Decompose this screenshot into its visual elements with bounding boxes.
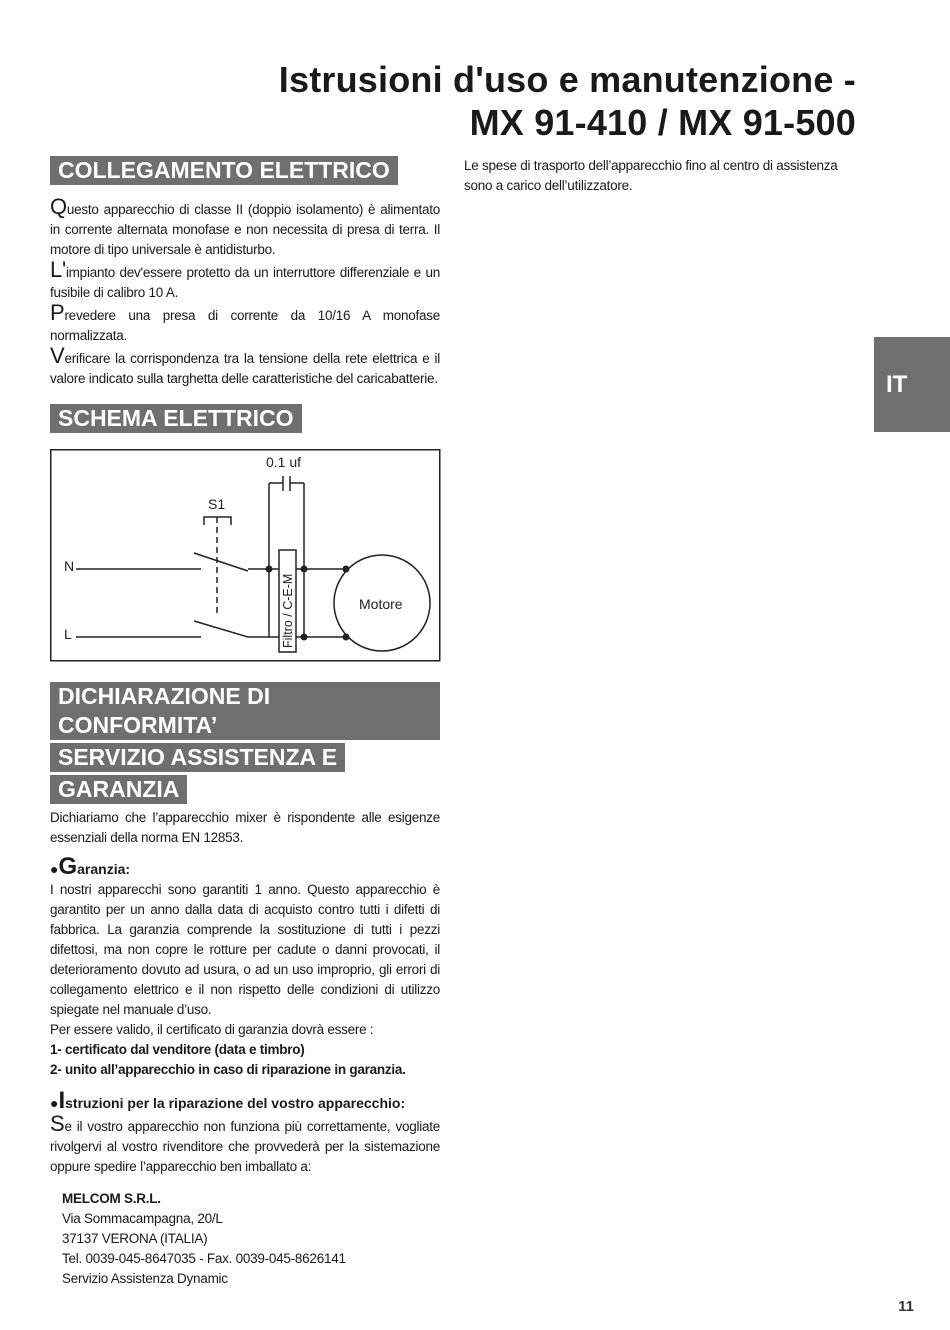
dropcap: S bbox=[50, 1111, 65, 1136]
language-tab-label: IT bbox=[886, 370, 908, 398]
transport-text: Le spese di trasporto dell’apparecchio fino al centro di assistenza sono a carico dell’utilizzatore. bbox=[464, 158, 838, 193]
company-name: MELCOM S.R.L. bbox=[62, 1191, 161, 1206]
paragraph-text: impianto dev'essere protetto da un interruttore differenziale e un fusibile di calibro 10 A. bbox=[50, 265, 440, 300]
neutral-label: N bbox=[64, 558, 75, 574]
heading-line: SERVIZIO ASSISTENZA E bbox=[50, 743, 345, 772]
address-phone: Tel. 0039-045-8647035 - Fax. 0039-045-8626141 bbox=[62, 1251, 346, 1266]
collegamento-paragraph-4 bbox=[50, 343, 440, 389]
garanzia-text: I nostri apparecchi sono garantiti 1 anno. Questo apparecchio è garantito per un anno dalla data di acquisto contro tutti i difetti di fabbrica. La garanzia comprende la sostituzione di tutti i pezzi difettosi, ma non copre le rotture per cadute o danni provocati, il deterioramento dovuto ad usura, o ad un uso improprio, gli errori di collegamento elettrico e il non rispetto delle condizioni di utilizzo spiegate nel manuale d’uso. bbox=[50, 882, 440, 1017]
heading-text: aranzia: bbox=[77, 861, 131, 877]
collegamento-paragraph-1 bbox=[50, 194, 440, 260]
dropcap: I bbox=[58, 1087, 66, 1114]
dichiarazione-heading bbox=[50, 682, 440, 804]
istruzioni-heading bbox=[50, 1087, 440, 1114]
page-title bbox=[279, 58, 856, 144]
schema-heading: SCHEMA ELETTRICO bbox=[50, 404, 302, 433]
section-dichiarazione bbox=[50, 682, 440, 1289]
heading-text: struzioni per la riparazione del vostro apparecchio: bbox=[65, 1095, 406, 1111]
switch-label: S1 bbox=[208, 496, 226, 512]
section-schema bbox=[50, 404, 440, 433]
service-address bbox=[62, 1189, 440, 1289]
switch-symbol bbox=[194, 517, 248, 637]
transport-note bbox=[464, 156, 856, 196]
section-collegamento bbox=[50, 156, 440, 389]
collegamento-paragraph-3 bbox=[50, 300, 440, 346]
address-service: Servizio Assistenza Dynamic bbox=[62, 1271, 228, 1286]
paragraph-text: revedere una presa di corrente da 10/16 A monofase normalizzata. bbox=[50, 308, 440, 343]
collegamento-paragraph-2 bbox=[50, 257, 440, 303]
collegamento-heading: COLLEGAMENTO ELETTRICO bbox=[50, 156, 398, 185]
declaration-text: Dichiariamo che l’apparecchio mixer è rispondente alle esigenze essenziali della norma EN 12853. bbox=[50, 810, 440, 845]
title-line-2: MX 91-410 / MX 91-500 bbox=[469, 102, 856, 143]
dropcap: Q bbox=[50, 194, 67, 219]
junction-dot bbox=[301, 634, 308, 641]
filter-label: Filtro / C-E-M bbox=[281, 573, 295, 648]
bullet-icon: ● bbox=[50, 1095, 59, 1111]
address-city: 37137 VERONA (ITALIA) bbox=[62, 1231, 208, 1246]
title-line-1: Istrusioni d'uso e manutenzione - bbox=[278, 59, 856, 100]
paragraph-text: erificare la corrispondenza tra la tensione della rete elettrica e il valore indicato sulla targhetta delle caratteristiche del caricabatterie. bbox=[50, 351, 440, 386]
junction-dot bbox=[266, 566, 273, 573]
dropcap: P bbox=[50, 300, 65, 325]
language-tab bbox=[874, 337, 950, 432]
bullet-icon: ● bbox=[50, 861, 59, 877]
heading-line: GARANZIA bbox=[50, 775, 187, 804]
heading-line: DICHIARAZIONE DI CONFORMITA’ bbox=[50, 682, 440, 740]
address-street: Via Sommacampagna, 20/L bbox=[62, 1211, 223, 1226]
motor-label: Motore bbox=[359, 596, 403, 612]
capacitor-label: 0.1 uf bbox=[266, 454, 302, 470]
istruzioni-text bbox=[50, 1111, 440, 1177]
garanzia-condition-1: 1- certificato dal venditore (data e timbro) bbox=[50, 1042, 305, 1057]
dropcap: L' bbox=[50, 257, 66, 282]
garanzia-condition-2: 2- unito all’apparecchio in caso di riparazione in garanzia. bbox=[50, 1062, 406, 1077]
paragraph-text: uesto apparecchio di classe II (doppio isolamento) è alimentato in corrente alternata monofase e non necessita di presa di terra. Il motore di tipo universale è antidisturbo. bbox=[50, 202, 440, 257]
junction-dot bbox=[301, 566, 308, 573]
line-label: L bbox=[64, 626, 72, 642]
wiring-diagram bbox=[50, 449, 441, 662]
garanzia-validity: Per essere valido, il certificato di garanzia dovrà essere : bbox=[50, 1022, 374, 1037]
dropcap: G bbox=[58, 853, 78, 880]
page-number: 11 bbox=[898, 1298, 914, 1315]
garanzia-heading bbox=[50, 853, 440, 880]
dropcap: V bbox=[50, 343, 65, 368]
paragraph-text: e il vostro apparecchio non funziona più correttamente, vogliate rivolgervi al vostro rivenditore che provvederà per la sistemazione oppure spedire l’apparecchio ben imballato a: bbox=[50, 1119, 440, 1174]
